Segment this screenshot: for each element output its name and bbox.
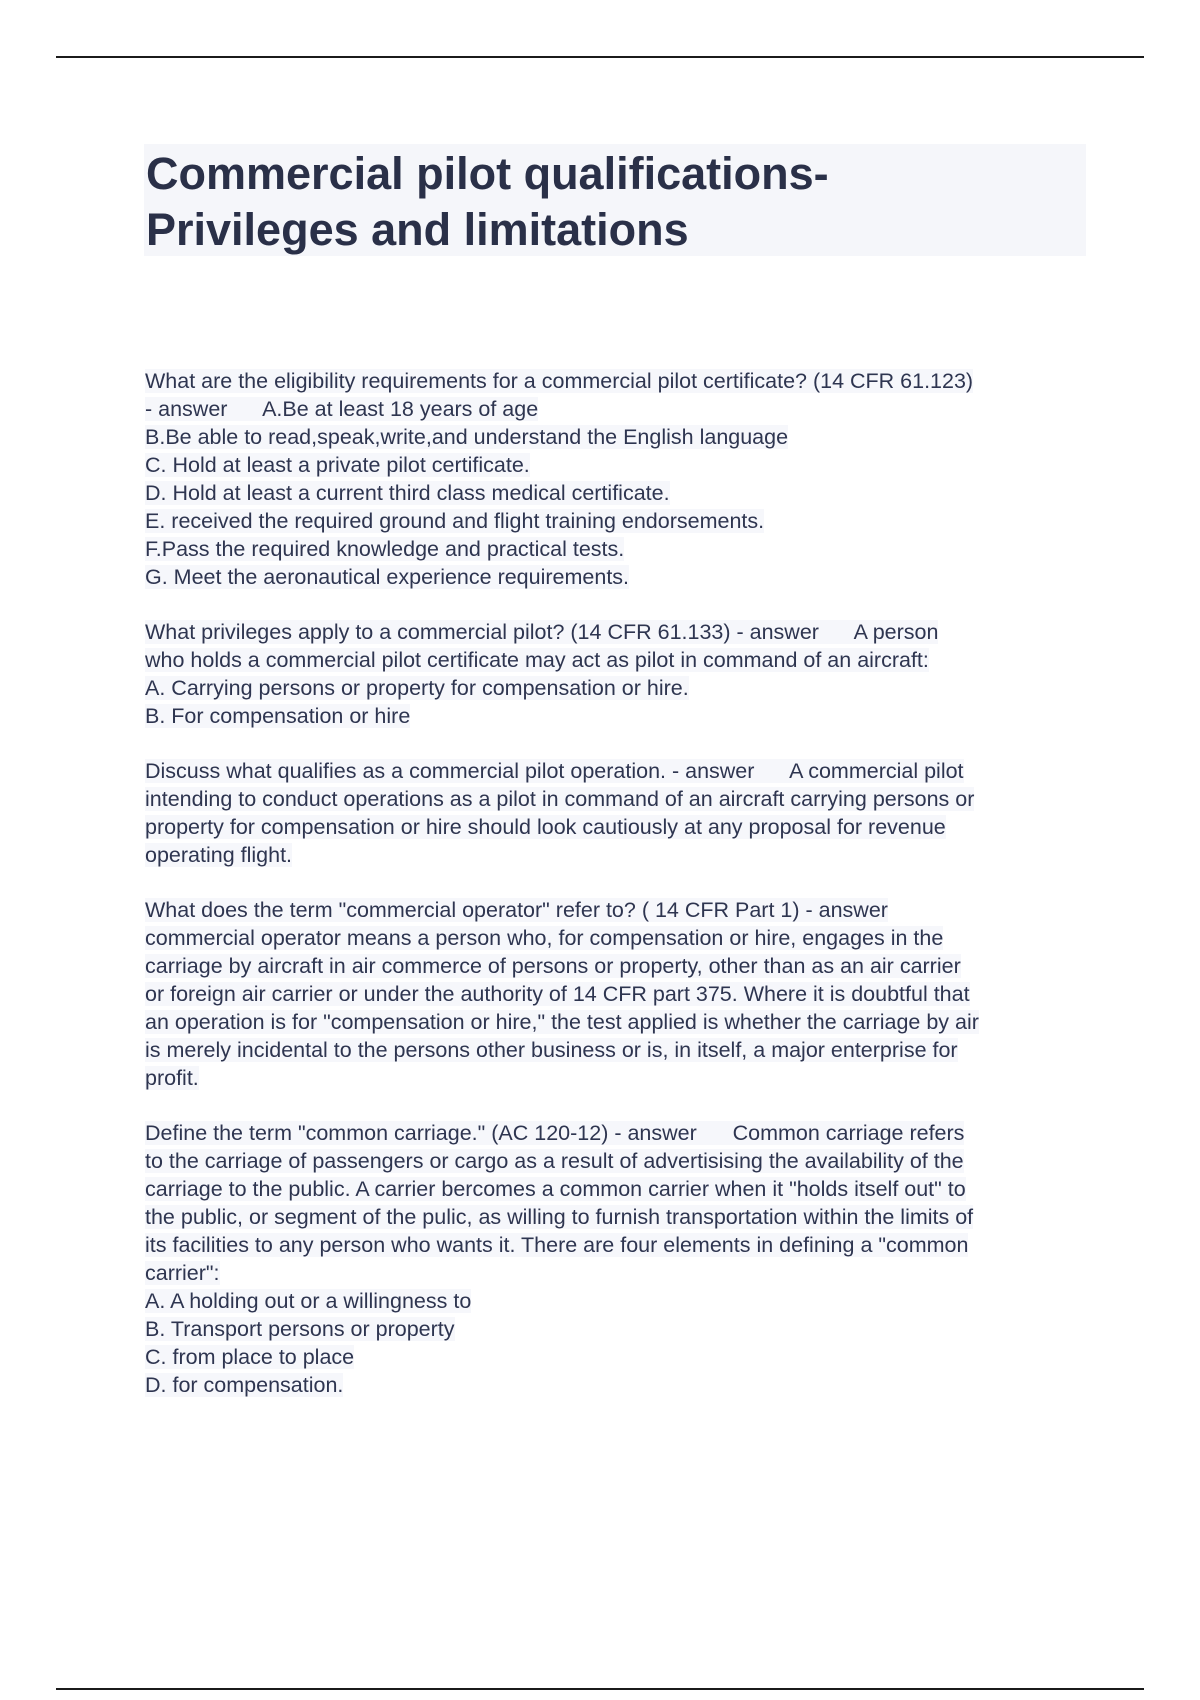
text-line: or foreign air carrier or under the authority of 14 CFR part 375. Where it is doubtful that — [145, 982, 970, 1006]
text-line: is merely incidental to the persons other business or is, in itself, a major enterprise for — [145, 1038, 958, 1062]
text-line: Define the term "common carriage." (AC 120-12) - answer Common carriage refers — [145, 1121, 965, 1145]
text-line: operating flight. — [145, 843, 293, 867]
text-line: G. Meet the aeronautical experience requirements. — [145, 565, 630, 589]
text-line: B. Transport persons or property — [145, 1317, 455, 1341]
text-line: What does the term "commercial operator" refer to? ( 14 CFR Part 1) - answer — [145, 898, 888, 922]
qa-item-eligibility — [145, 367, 1095, 591]
text-line: intending to conduct operations as a pilot in command of an aircraft carrying persons or — [145, 787, 975, 811]
text-line: the public, or segment of the pulic, as willing to furnish transportation within the limits of — [145, 1205, 974, 1229]
text-line: profit. — [145, 1066, 199, 1090]
text-line: to the carriage of passengers or cargo as a result of advertisising the availability of the — [145, 1149, 964, 1173]
text-line: D. for compensation. — [145, 1373, 344, 1397]
qa-item-privileges — [145, 618, 1095, 730]
text-line: its facilities to any person who wants it. There are four elements in defining a "common — [145, 1233, 969, 1257]
top-rule — [56, 56, 1144, 58]
text-line: Discuss what qualifies as a commercial pilot operation. - answer A commercial pilot — [145, 759, 964, 783]
text-line: F.Pass the required knowledge and practical tests. — [145, 537, 625, 561]
qa-item-commercial-operator — [145, 896, 1095, 1092]
text-line: A. A holding out or a willingness to — [145, 1289, 472, 1313]
text-line: B.Be able to read,speak,write,and understand the English language — [145, 425, 789, 449]
text-line: C. Hold at least a private pilot certificate. — [145, 453, 530, 477]
text-line: E. received the required ground and flight training endorsements. — [145, 509, 765, 533]
text-line: What privileges apply to a commercial pilot? (14 CFR 61.133) - answer A person — [145, 620, 939, 644]
page-title: Commercial pilot qualifications- Privileges and limitations — [146, 148, 829, 255]
text-line: - answer A.Be at least 18 years of age — [145, 397, 539, 421]
qa-content — [145, 367, 1095, 1426]
text-line: an operation is for "compensation or hire," the test applied is whether the carriage by air — [145, 1010, 979, 1034]
text-line: carriage by aircraft in air commerce of persons or property, other than as an air carrier — [145, 954, 961, 978]
qa-item-commercial-operation — [145, 757, 1095, 869]
text-line: D. Hold at least a current third class medical certificate. — [145, 481, 670, 505]
text-line: property for compensation or hire should look cautiously at any proposal for revenue — [145, 815, 946, 839]
text-line: carriage to the public. A carrier bercomes a common carrier when it "holds itself out" to — [145, 1177, 966, 1201]
bottom-rule — [56, 1688, 1144, 1690]
text-line: What are the eligibility requirements for a commercial pilot certificate? (14 CFR 61.123) — [145, 369, 974, 393]
text-line: A. Carrying persons or property for compensation or hire. — [145, 676, 689, 700]
text-line: B. For compensation or hire — [145, 704, 411, 728]
qa-item-common-carriage — [145, 1119, 1095, 1399]
text-line: C. from place to place — [145, 1345, 355, 1369]
text-line: commercial operator means a person who, for compensation or hire, engages in the — [145, 926, 944, 950]
text-line: who holds a commercial pilot certificate may act as pilot in command of an aircraft: — [145, 648, 929, 672]
text-line: carrier": — [145, 1261, 220, 1285]
